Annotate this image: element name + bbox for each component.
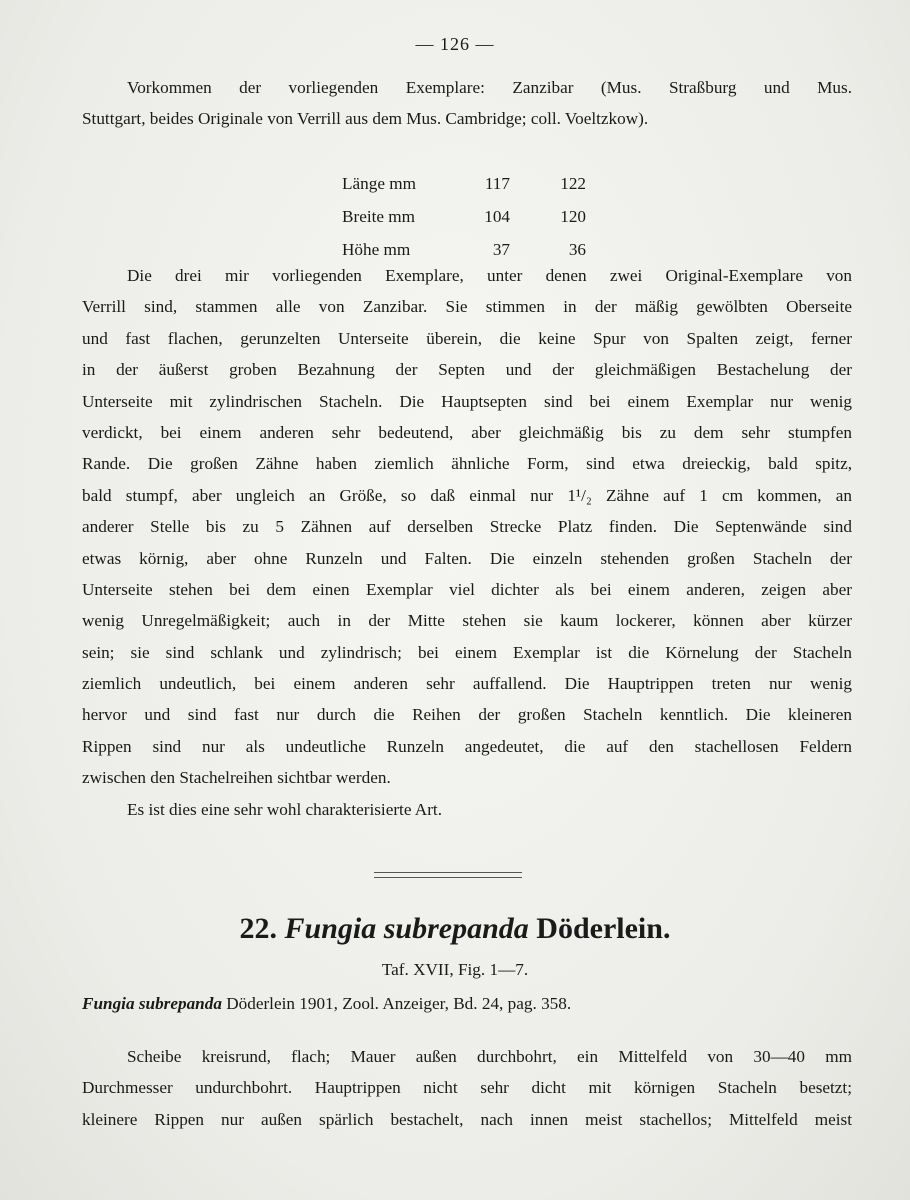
text-line: zwischen den Stachelreihen sichtbar werden.	[82, 768, 391, 788]
conclusion-line: Es ist dies eine sehr wohl charakterisierte Art.	[127, 799, 443, 819]
text-line: Rande. Die großen Zähne haben ziemlich ähnliche Form, sind etwa dreieckig, bald spitz,	[82, 454, 852, 474]
description-paragraph	[82, 260, 852, 825]
measurement-value: 104	[484, 206, 510, 226]
measurement-label: Länge mm	[342, 173, 416, 193]
text-line: Unterseite mit zylindrischen Stacheln. Die Hauptsepten sind bei einem Exemplar nur wenig	[82, 391, 852, 411]
plate-reference: Taf. XVII, Fig. 1—7.	[381, 960, 529, 979]
species-heading	[0, 912, 910, 946]
text-line: Verrill sind, stammen alle von Zanzibar. Sie stimmen in der mäßig gewölbten Oberseite	[82, 297, 852, 317]
measurement-value: 36	[568, 239, 586, 259]
text-line: verdickt, bei einem anderen sehr bedeutend, aber gleichmäßig bis zu dem sehr stumpfen	[82, 422, 852, 442]
species-number: 22.	[239, 912, 278, 945]
text-line: bald stumpf, aber ungleich an Größe, so daß einmal nur 1¹/₂ Zähne auf 1 cm kommen, an	[82, 485, 852, 505]
text-line: etwas körnig, aber ohne Runzeln und Falten. Die einzeln stehenden großen Stacheln der	[82, 548, 852, 568]
text-line: Vorkommen der vorliegenden Exemplare: Zanzibar (Mus. Straßburg und Mus.	[127, 78, 852, 97]
species-author: Döderlein.	[536, 912, 671, 945]
text-line: kleinere Rippen nur außen spärlich bestachelt, nach innen meist stachellos; Mittelfeld meist	[82, 1109, 852, 1129]
text-line: Unterseite stehen bei dem einen Exemplar viel dichter als bei einem anderen, zeigen aber	[82, 579, 852, 599]
citation	[82, 994, 852, 1014]
citation-species: Fungia subrepanda	[82, 994, 222, 1013]
table-row	[342, 200, 586, 233]
measurement-value: 37	[492, 239, 510, 259]
text-line: Rippen sind nur als undeutliche Runzeln angedeutet, die auf den stachellosen Feldern	[82, 736, 852, 756]
measurement-value: 122	[560, 173, 586, 193]
text-line: und fast flachen, gerunzelten Unterseite überein, die keine Spur von Spalten zeigt, ferner	[82, 328, 852, 348]
measurement-value: 120	[560, 206, 586, 226]
text-line: Scheibe kreisrund, flach; Mauer außen durchbohrt, ein Mittelfeld von 30—40 mm	[127, 1047, 852, 1066]
species-name: Fungia subrepanda	[284, 912, 529, 945]
citation-source: Döderlein 1901, Zool. Anzeiger, Bd. 24, pag. 358.	[221, 994, 572, 1013]
text-line: Die drei mir vorliegenden Exemplare, unter denen zwei Original-Exemplare von	[127, 266, 852, 285]
diagnosis-paragraph	[82, 1041, 852, 1135]
occurrence-paragraph	[82, 72, 852, 135]
measurement-label: Breite mm	[342, 206, 416, 226]
text-line: hervor und sind fast nur durch die Reihen der großen Stacheln kenntlich. Die kleineren	[82, 705, 852, 725]
text-line: anderer Stelle bis zu 5 Zähnen auf derselben Strecke Platz finden. Die Septenwände sind	[82, 517, 852, 537]
measurements-table	[342, 167, 586, 266]
text-line: Stuttgart, beides Originale von Verrill aus dem Mus. Cambridge; coll. Voeltzkow).	[82, 109, 649, 129]
section-divider	[374, 872, 522, 878]
text-line: Durchmesser undurchbohrt. Hauptrippen nicht sehr dicht mit körnigen Stacheln besetzt;	[82, 1078, 852, 1098]
text-line: ziemlich undeutlich, bei einem anderen sehr auffallend. Die Hauptrippen treten nur wenig	[82, 674, 852, 694]
table-row	[342, 167, 586, 200]
measurement-value: 117	[484, 173, 510, 193]
measurement-label: Höhe mm	[342, 239, 411, 259]
page-number: — 126 —	[415, 34, 495, 54]
text-line: sein; sie sind schlank und zylindrisch; bei einem Exemplar ist die Körnelung der Stacheln	[82, 642, 852, 662]
text-line: in der äußerst groben Bezahnung der Septen und der gleichmäßigen Bestachelung der	[82, 360, 852, 380]
text-line: wenig Unregelmäßigkeit; auch in der Mitte stehen sie kaum lockerer, können aber kürzer	[82, 611, 852, 631]
